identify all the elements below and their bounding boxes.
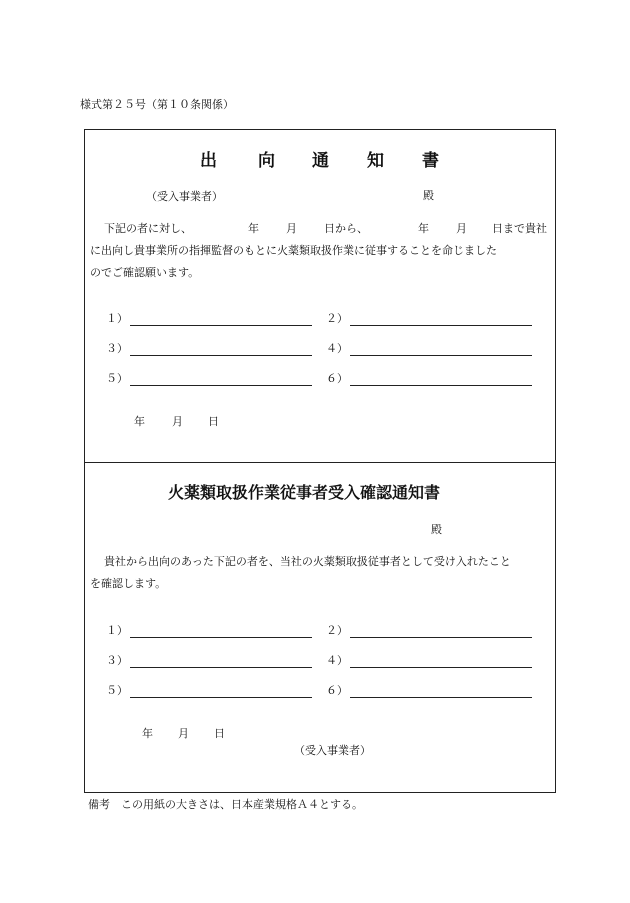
entry-line-4[interactable]: ４） [326,340,532,356]
recipient-honorific: 殿 [423,189,434,202]
entry-line-4[interactable]: ４） [326,652,532,668]
year-blank: 年 [418,222,429,235]
recipient-label: （受入事業者） [146,190,223,203]
notice-title-char: 書 [422,151,439,171]
notice-date-year: 年 [134,415,145,428]
entry-line-3[interactable]: ３） [106,340,312,356]
entry-line-5[interactable]: ５） [106,370,312,386]
notice-date-day: 日 [208,415,219,428]
confirmation-title: 火薬類取扱作業従事者受入確認通知書 [168,483,441,502]
entry-line-2[interactable]: ２） [326,622,532,638]
remark-note: 備考 この用紙の大きさは、日本産業規格Ａ４とする。 [88,798,363,811]
confirmation-date-month: 月 [178,727,189,740]
month-blank: 月 [456,222,467,235]
notice-title-char: 向 [258,151,275,171]
notice-title-char: 出 [200,151,217,171]
entry-line-3[interactable]: ３） [106,652,312,668]
entry-line-1[interactable]: １） [106,310,312,326]
notice-body-line1: 下記の者に対し、 年 月 日から、 年 月 日まで貴社 [90,218,550,240]
year-blank: 年 [248,222,259,235]
notice-title-char: 知 [367,151,384,171]
confirmation-signer-label: （受入事業者） [294,744,371,757]
notice-date-month: 月 [172,415,183,428]
confirmation-body-line1: 貴社から出向のあった下記の者を、当社の火薬類取扱従事者として受け入れたこと [104,555,511,568]
notice-body-line2: に出向し貴事業所の指揮監督のもとに火薬類取扱作業に従事することを命じました [90,244,497,257]
entry-line-1[interactable]: １） [106,622,312,638]
confirmation-body-line2: を確認します。 [90,577,167,590]
notice-body-line3: のでご確認願います。 [90,266,200,279]
entry-line-2[interactable]: ２） [326,310,532,326]
confirmation-date-year: 年 [142,727,153,740]
entry-line-5[interactable]: ５） [106,682,312,698]
form-number: 様式第２５号（第１０条関係） [80,98,234,111]
section-divider [84,462,556,463]
entry-line-6[interactable]: ６） [326,370,532,386]
notice-title-char: 通 [312,151,329,171]
confirmation-honorific: 殿 [431,523,442,536]
confirmation-date-day: 日 [214,727,225,740]
entry-line-6[interactable]: ６） [326,682,532,698]
month-blank: 月 [286,222,297,235]
